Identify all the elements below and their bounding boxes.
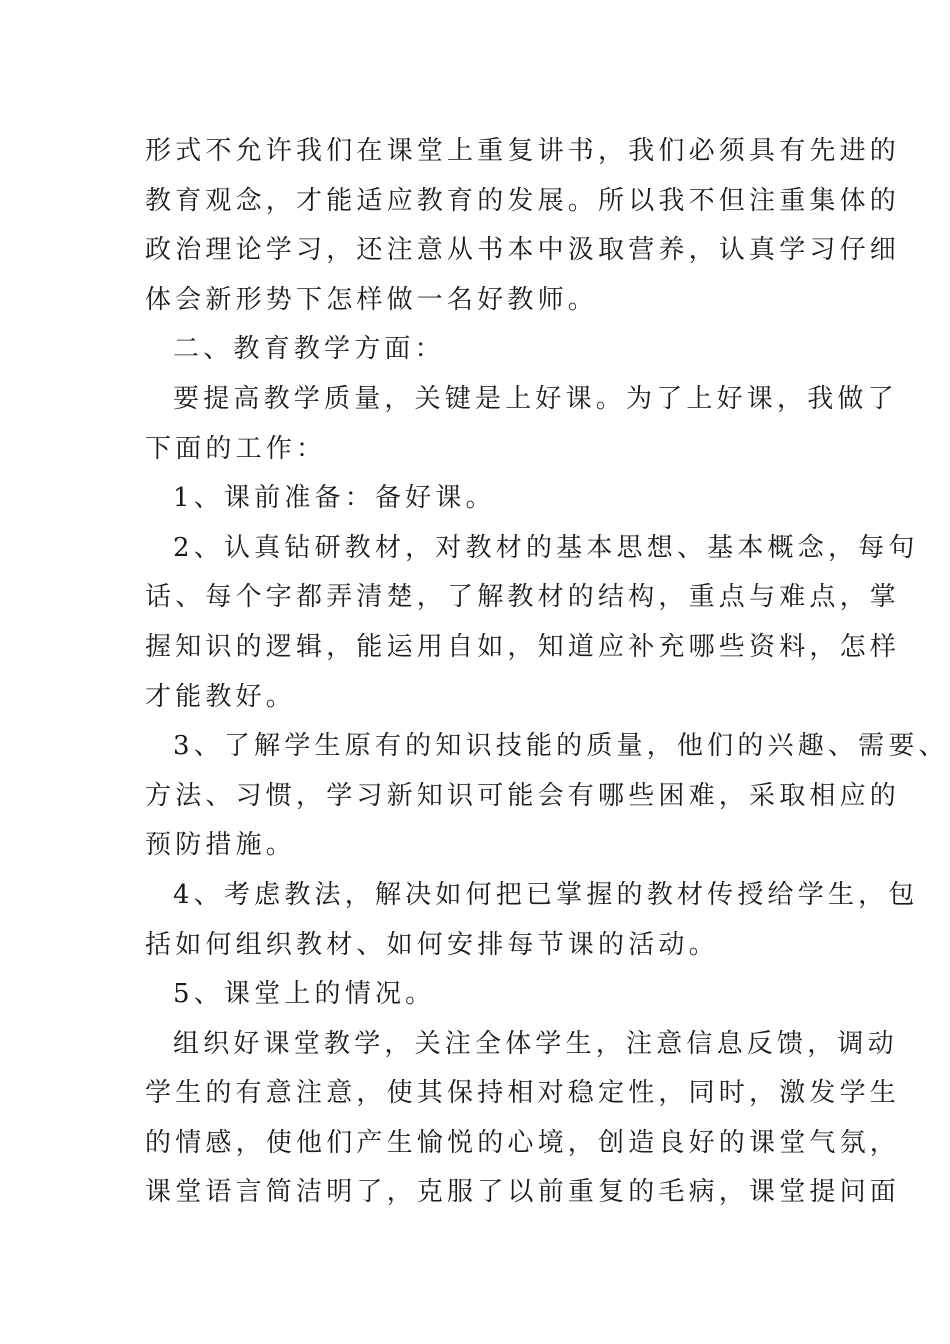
text-line: 体会新形势下怎样做一名好教师。	[145, 284, 599, 315]
text-line: 3、了解学生原有的知识技能的质量，他们的兴趣、需要、	[173, 731, 949, 762]
text-line: 2、认真钻研教材，对教材的基本思想、基本概念，每句	[173, 532, 919, 563]
text-line: 1、课前准备：备好课。	[173, 483, 496, 514]
text-line: 握知识的逻辑，能运用自如，知道应补充哪些资料，怎样	[145, 631, 901, 662]
text-line: 形式不允许我们在课堂上重复讲书，我们必须具有先进的	[145, 136, 901, 166]
text-line: 课堂语言简洁明了，克服了以前重复的毛病，课堂提问面	[145, 1177, 901, 1208]
text-line: 二、教育教学方面：	[173, 334, 445, 365]
text-line: 话、每个字都弄清楚，了解教材的结构，重点与难点，掌	[145, 582, 901, 613]
text-line: 学生的有意注意，使其保持相对稳定性，同时，激发学生	[145, 1078, 901, 1109]
text-line: 要提高教学质量，关键是上好课。为了上好课，我做了	[173, 383, 898, 414]
text-line: 括如何组织教材、如何安排每节课的活动。	[145, 929, 719, 960]
text-line: 的情感，使他们产生愉悦的心境，创造良好的课堂气氛，	[145, 1127, 901, 1158]
text-line: 预防措施。	[145, 830, 297, 861]
text-line: 才能教好。	[145, 681, 297, 712]
text-line: 下面的工作：	[145, 433, 327, 464]
text-line: 教育观念，才能适应教育的发展。所以我不但注重集体的	[145, 185, 901, 216]
text-line: 组织好课堂教学，关注全体学生，注意信息反馈，调动	[173, 1028, 898, 1059]
text-line: 方法、习惯，学习新知识可能会有哪些困难，采取相应的	[145, 780, 901, 811]
document-body	[145, 127, 949, 1218]
text-line: 5、课堂上的情况。	[173, 979, 436, 1010]
text-line: 4、考虑教法，解决如何把已掌握的教材传授给学生，包	[173, 879, 919, 910]
text-line: 政治理论学习，还注意从书本中汲取营养，认真学习仔细	[145, 235, 901, 266]
